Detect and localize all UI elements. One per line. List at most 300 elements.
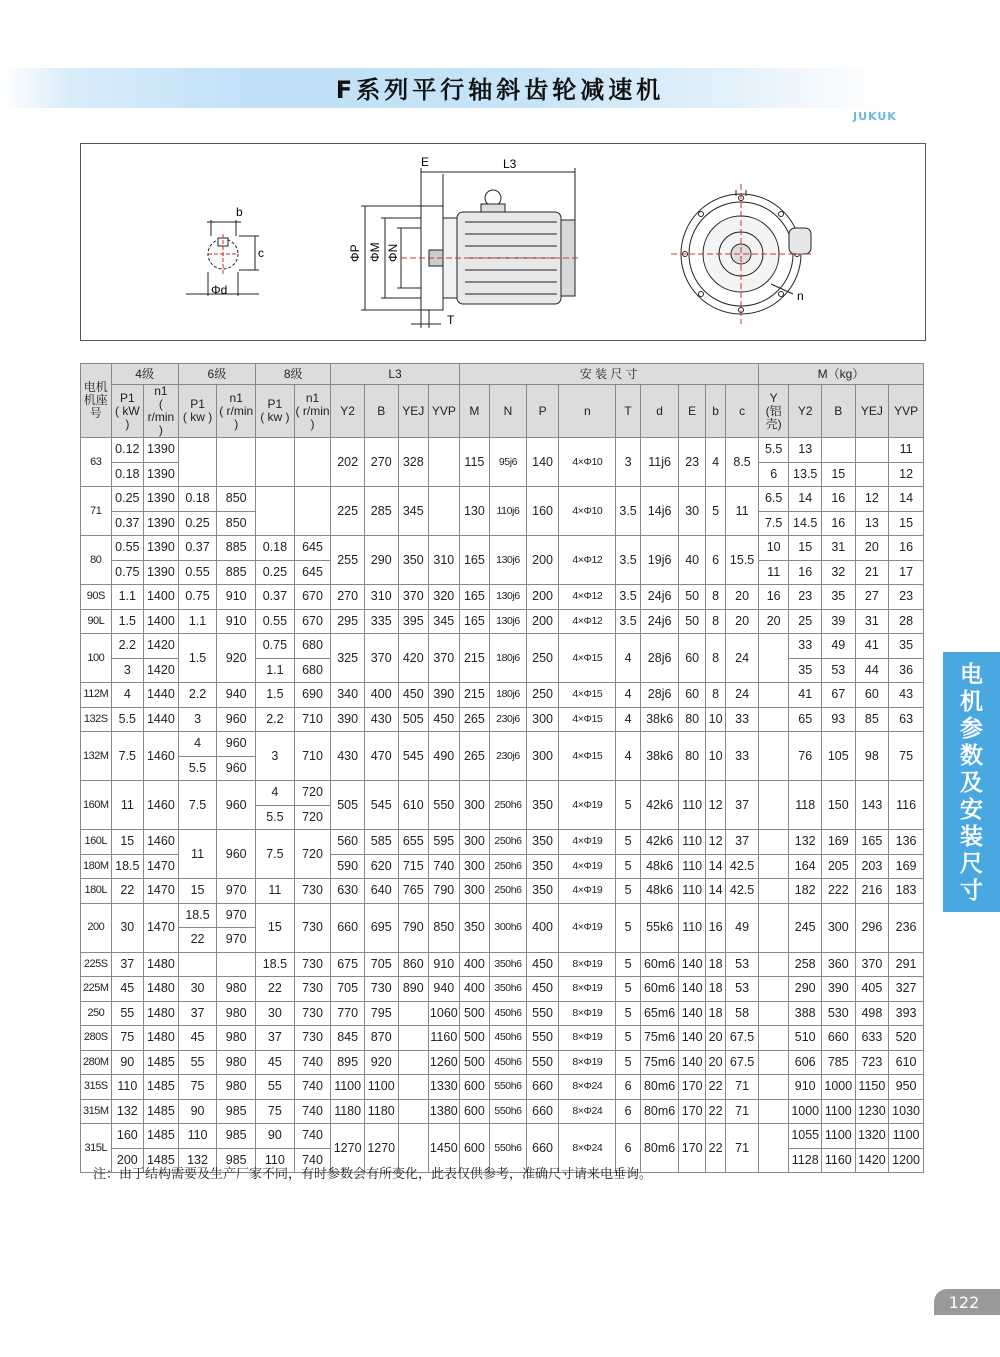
table-cell: 4×Φ19 [559, 879, 616, 904]
table-cell: 350h6 [490, 977, 527, 1002]
table-cell: 980 [217, 1050, 256, 1075]
table-cell: 470 [364, 732, 398, 781]
frame-cell: 315L [81, 1124, 112, 1173]
table-cell: 388 [789, 1001, 822, 1026]
table-cell: 169 [822, 830, 856, 855]
table-cell: 250h6 [490, 879, 527, 904]
brand-subtitle: JUKUK [853, 110, 897, 123]
table-cell: 730 [294, 952, 331, 977]
table-cell: 16 [822, 487, 856, 512]
table-cell: 140 [526, 438, 559, 487]
table-cell: 350 [526, 830, 559, 855]
hdr-l3-y2: Y2 [331, 385, 365, 438]
table-cell: 80 [679, 707, 705, 732]
table-cell: 0.25 [178, 511, 217, 536]
table-cell: 18 [705, 977, 725, 1002]
table-cell: 5.5 [178, 756, 217, 781]
table-cell [217, 438, 256, 487]
table-cell: 1100 [822, 1124, 856, 1149]
hdr-w-y2: Y2 [789, 385, 822, 438]
table-cell: 690 [294, 683, 331, 708]
table-cell: 110 [178, 1124, 217, 1149]
table-cell: 740 [294, 1075, 331, 1100]
table-cell: 80m6 [640, 1124, 679, 1173]
table-cell: 42.5 [726, 879, 759, 904]
table-cell: 300 [459, 854, 490, 879]
table-cell: 1440 [144, 707, 179, 732]
table-cell: 20 [705, 1050, 725, 1075]
frame-cell: 225S [81, 952, 112, 977]
table-cell: 10 [705, 732, 725, 781]
table-cell: 300 [526, 732, 559, 781]
table-cell: 850 [429, 903, 460, 952]
table-cell: 50 [679, 609, 705, 634]
frame-cell: 71 [81, 487, 112, 536]
table-cell: 2.2 [178, 683, 217, 708]
table-cell: 0.55 [111, 536, 144, 561]
label-n: n [797, 289, 804, 303]
table-cell: 19j6 [640, 536, 679, 585]
table-cell: 130 [459, 487, 490, 536]
table-cell: 0.25 [256, 560, 295, 585]
table-cell [758, 683, 789, 708]
table-cell: 450 [526, 952, 559, 977]
table-cell: 1200 [889, 1148, 924, 1173]
table-cell: 310 [429, 536, 460, 585]
table-row [81, 438, 924, 463]
table-cell: 8 [705, 634, 725, 683]
table-cell [758, 1001, 789, 1026]
table-cell: 143 [855, 781, 889, 830]
table-cell: 720 [294, 805, 331, 830]
table-cell [429, 438, 460, 487]
label-T: T [447, 313, 455, 327]
table-cell: 41 [789, 683, 822, 708]
frame-cell: 280M [81, 1050, 112, 1075]
table-cell: 730 [294, 1026, 331, 1051]
table-cell: 45 [178, 1026, 217, 1051]
table-cell: 400 [526, 903, 559, 952]
table-cell: 30 [111, 903, 144, 952]
table-cell: 11 [889, 438, 924, 463]
table-cell: 795 [364, 1001, 398, 1026]
table-row [81, 1075, 924, 1100]
table-cell: 60 [679, 634, 705, 683]
table-cell: 33 [726, 732, 759, 781]
table-cell: 4×Φ19 [559, 781, 616, 830]
table-cell [758, 903, 789, 952]
table-cell: 1390 [144, 560, 179, 585]
table-cell: 5 [616, 854, 640, 879]
table-cell: 80 [679, 732, 705, 781]
table-cell: 14 [705, 879, 725, 904]
table-cell: 80m6 [640, 1075, 679, 1100]
table-cell [178, 952, 217, 977]
table-cell: 340 [331, 683, 365, 708]
table-cell: 4×Φ12 [559, 609, 616, 634]
table-cell: 6.5 [758, 487, 789, 512]
table-cell: 14j6 [640, 487, 679, 536]
table-cell: 606 [789, 1050, 822, 1075]
table-cell: 14 [789, 487, 822, 512]
side-tab-label: 电 机 参 数 及 安 装 尺 寸 [960, 662, 983, 904]
table-cell: 5 [616, 830, 640, 855]
table-cell: 45 [111, 977, 144, 1002]
table-cell: 3.5 [616, 609, 640, 634]
table-cell: 0.75 [256, 634, 295, 659]
table-cell: 12 [855, 487, 889, 512]
frame-cell: 90L [81, 609, 112, 634]
table-cell: 12 [705, 830, 725, 855]
table-cell: 270 [364, 438, 398, 487]
table-cell: 222 [822, 879, 856, 904]
table-cell: 160 [526, 487, 559, 536]
table-cell: 1390 [144, 536, 179, 561]
table-cell: 10 [758, 536, 789, 561]
table-cell: 1320 [855, 1124, 889, 1149]
table-cell: 3 [111, 658, 144, 683]
table-cell: 405 [855, 977, 889, 1002]
table-cell: 0.25 [111, 487, 144, 512]
table-cell: 132 [111, 1099, 144, 1124]
table-cell: 300 [459, 781, 490, 830]
table-cell: 550h6 [490, 1124, 527, 1173]
motor-drawings [81, 144, 925, 340]
table-cell: 960 [217, 781, 256, 830]
table-cell: 60m6 [640, 977, 679, 1002]
table-cell: 290 [364, 536, 398, 585]
hdr-p1-4: P1 ( kW ) [111, 385, 144, 438]
table-cell: 202 [331, 438, 365, 487]
table-cell: 645 [294, 536, 331, 561]
table-cell: 43 [889, 683, 924, 708]
table-cell [822, 438, 856, 463]
table-cell: 5 [616, 781, 640, 830]
table-cell: 600 [459, 1075, 490, 1100]
table-cell: 1.5 [178, 634, 217, 683]
frame-cell: 225M [81, 977, 112, 1002]
hdr-c: c [726, 385, 759, 438]
table-cell: 13.5 [789, 462, 822, 487]
table-cell: 600 [459, 1099, 490, 1124]
table-cell: 8.5 [726, 438, 759, 487]
table-cell: 15 [889, 511, 924, 536]
table-cell: 200 [111, 1148, 144, 1173]
table-cell: 4×Φ10 [559, 487, 616, 536]
table-cell: 310 [364, 585, 398, 610]
table-cell: 675 [331, 952, 365, 977]
table-cell: 850 [217, 487, 256, 512]
table-cell: 6 [758, 462, 789, 487]
table-cell: 350 [526, 854, 559, 879]
table-cell: 15.5 [726, 536, 759, 585]
table-cell: 13 [855, 511, 889, 536]
table-cell: 765 [398, 879, 429, 904]
hdr-l3: L3 [331, 364, 459, 385]
table-cell: 110 [679, 903, 705, 952]
table-cell: 110 [256, 1148, 295, 1173]
table-cell: 140 [679, 1050, 705, 1075]
table-cell: 165 [459, 609, 490, 634]
table-cell: 660 [526, 1099, 559, 1124]
table-cell: 130j6 [490, 536, 527, 585]
table-cell: 85 [855, 707, 889, 732]
table-cell: 1420 [144, 634, 179, 659]
table-cell: 1480 [144, 1026, 179, 1051]
table-cell: 350h6 [490, 952, 527, 977]
table-cell: 1460 [144, 781, 179, 830]
table-cell: 48k6 [640, 854, 679, 879]
table-cell: 885 [217, 560, 256, 585]
table-cell: 28 [889, 609, 924, 634]
table-cell: 910 [429, 952, 460, 977]
table-cell: 505 [398, 707, 429, 732]
table-cell [178, 438, 217, 487]
frame-cell: 280S [81, 1026, 112, 1051]
table-cell: 110 [679, 854, 705, 879]
page-number: 122 [948, 1293, 980, 1312]
frame-cell: 250 [81, 1001, 112, 1026]
table-cell: 24 [726, 683, 759, 708]
table-cell: 60 [679, 683, 705, 708]
table-cell: 48k6 [640, 879, 679, 904]
table-cell: 6 [705, 536, 725, 585]
table-cell [758, 1050, 789, 1075]
table-cell: 12 [889, 462, 924, 487]
table-cell: 1270 [364, 1124, 398, 1173]
table-row [81, 1001, 924, 1026]
table-cell [758, 1124, 789, 1173]
table-cell: 3.5 [616, 536, 640, 585]
table-cell: 5 [616, 1026, 640, 1051]
table-cell: 970 [217, 928, 256, 953]
table-cell: 4×Φ19 [559, 830, 616, 855]
hdr-n: N [490, 385, 527, 438]
table-cell: 320 [429, 585, 460, 610]
flange-end-view [671, 184, 811, 324]
hdr-e: E [679, 385, 705, 438]
frame-cell: 180M [81, 854, 112, 879]
table-cell: 4 [178, 732, 217, 757]
table-cell: 0.18 [111, 462, 144, 487]
table-cell [758, 781, 789, 830]
table-cell: 1470 [144, 903, 179, 952]
table-cell: 720 [294, 781, 331, 806]
table-cell: 0.18 [178, 487, 217, 512]
table-cell: 4 [616, 707, 640, 732]
table-cell: 24j6 [640, 585, 679, 610]
table-cell: 55 [178, 1050, 217, 1075]
table-cell: 36 [889, 658, 924, 683]
table-cell: 3.5 [616, 585, 640, 610]
hdr-p: P [526, 385, 559, 438]
table-cell: 980 [217, 977, 256, 1002]
table-cell: 8 [705, 683, 725, 708]
table-cell: 660 [822, 1026, 856, 1051]
table-cell: 420 [398, 634, 429, 683]
table-cell [758, 634, 789, 683]
table-cell: 10 [705, 707, 725, 732]
table-cell: 1400 [144, 609, 179, 634]
table-cell: 350 [526, 879, 559, 904]
table-cell: 550 [526, 1001, 559, 1026]
dimension-diagram [80, 143, 926, 341]
table-cell: 770 [331, 1001, 365, 1026]
page-title: F系列平行轴斜齿轮减速机 [335, 76, 665, 104]
table-cell: 250h6 [490, 781, 527, 830]
table-cell: 165 [855, 830, 889, 855]
table-cell: 610 [889, 1050, 924, 1075]
hdr-pole6: 6级 [178, 364, 255, 385]
table-cell: 1470 [144, 854, 179, 879]
table-cell: 250 [526, 634, 559, 683]
table-cell: 500 [459, 1026, 490, 1051]
frame-cell: 90S [81, 585, 112, 610]
table-cell: 75 [889, 732, 924, 781]
hdr-p1-8: P1 ( kw ) [256, 385, 295, 438]
table-cell [855, 438, 889, 463]
table-cell: 63 [889, 707, 924, 732]
table-cell: 1330 [429, 1075, 460, 1100]
table-cell: 910 [217, 585, 256, 610]
table-cell: 300 [526, 707, 559, 732]
table-cell: 32 [822, 560, 856, 585]
table-cell: 8×Φ24 [559, 1099, 616, 1124]
table-cell: 65m6 [640, 1001, 679, 1026]
table-cell: 1390 [144, 438, 179, 463]
table-cell: 985 [217, 1148, 256, 1173]
table-cell: 1060 [429, 1001, 460, 1026]
table-cell: 1150 [855, 1075, 889, 1100]
hdr-weight: M（kg） [758, 364, 923, 385]
table-cell: 116 [889, 781, 924, 830]
table-cell: 75m6 [640, 1050, 679, 1075]
table-cell: 5 [616, 952, 640, 977]
table-cell: 640 [364, 879, 398, 904]
table-cell: 5 [705, 487, 725, 536]
table-cell [758, 1075, 789, 1100]
table-cell: 790 [429, 879, 460, 904]
table-cell: 630 [331, 879, 365, 904]
table-cell: 28j6 [640, 683, 679, 708]
table-cell: 1.5 [256, 683, 295, 708]
table-cell: 23 [679, 438, 705, 487]
table-cell [758, 830, 789, 855]
table-cell: 14.5 [789, 511, 822, 536]
hdr-holes: n [559, 385, 616, 438]
table-cell: 720 [294, 830, 331, 879]
table-cell: 22 [256, 977, 295, 1002]
table-cell: 1180 [364, 1099, 398, 1124]
table-cell: 115 [459, 438, 490, 487]
table-cell: 14 [705, 854, 725, 879]
frame-cell: 63 [81, 438, 112, 487]
table-cell: 31 [855, 609, 889, 634]
table-cell: 258 [789, 952, 822, 977]
table-cell: 1.1 [178, 609, 217, 634]
table-cell: 0.37 [111, 511, 144, 536]
table-cell: 71 [726, 1075, 759, 1100]
table-cell: 11 [256, 879, 295, 904]
table-cell: 230j6 [490, 707, 527, 732]
table-cell: 545 [364, 781, 398, 830]
table-row [81, 585, 924, 610]
table-cell: 12 [705, 781, 725, 830]
table-cell: 7.5 [111, 732, 144, 781]
table-cell: 110 [111, 1075, 144, 1100]
table-cell: 1.5 [111, 609, 144, 634]
hdr-install: 安 装 尺 寸 [459, 364, 758, 385]
table-cell: 22 [178, 928, 217, 953]
table-cell: 18.5 [178, 903, 217, 928]
table-cell: 5 [616, 879, 640, 904]
table-cell: 370 [398, 585, 429, 610]
table-cell: 1055 [789, 1124, 822, 1149]
table-cell: 20 [726, 585, 759, 610]
table-cell: 3 [178, 707, 217, 732]
table-cell: 5 [616, 1001, 640, 1026]
table-cell [758, 854, 789, 879]
table-cell: 360 [822, 952, 856, 977]
table-cell: 23 [789, 585, 822, 610]
table-cell: 8×Φ24 [559, 1075, 616, 1100]
table-cell: 37 [111, 952, 144, 977]
table-cell: 660 [331, 903, 365, 952]
hdr-l3-yej: YEJ [398, 385, 429, 438]
table-cell: 236 [889, 903, 924, 952]
table-cell: 710 [294, 732, 331, 781]
table-cell: 170 [679, 1124, 705, 1173]
table-cell: 4×Φ19 [559, 854, 616, 879]
table-cell: 11 [178, 830, 217, 879]
table-cell: 1390 [144, 487, 179, 512]
table-cell: 0.37 [178, 536, 217, 561]
table-cell: 75m6 [640, 1026, 679, 1051]
table-cell: 5.5 [111, 707, 144, 732]
table-cell: 18 [705, 952, 725, 977]
hdr-n1-6: n1 ( r/min ) [217, 385, 256, 438]
table-cell: 4×Φ15 [559, 707, 616, 732]
table-cell: 18.5 [256, 952, 295, 977]
table-cell: 6 [616, 1099, 640, 1124]
table-cell: 37 [726, 781, 759, 830]
frame-cell: 160M [81, 781, 112, 830]
table-cell: 633 [855, 1026, 889, 1051]
table-cell: 60 [855, 683, 889, 708]
spec-table-body [81, 438, 924, 1173]
table-cell: 22 [111, 879, 144, 904]
table-cell: 370 [364, 634, 398, 683]
table-cell: 53 [822, 658, 856, 683]
table-cell: 790 [398, 903, 429, 952]
table-cell: 110 [679, 781, 705, 830]
table-cell: 20 [705, 1026, 725, 1051]
table-cell: 44 [855, 658, 889, 683]
table-cell: 105 [822, 732, 856, 781]
table-cell: 118 [789, 781, 822, 830]
table-cell: 1470 [144, 879, 179, 904]
table-cell: 740 [294, 1148, 331, 1173]
table-cell: 16 [758, 585, 789, 610]
table-cell: 390 [822, 977, 856, 1002]
table-cell: 67 [822, 683, 856, 708]
table-cell: 660 [526, 1075, 559, 1100]
table-cell: 1160 [429, 1026, 460, 1051]
table-cell: 450h6 [490, 1001, 527, 1026]
table-cell: 265 [459, 732, 490, 781]
table-cell: 890 [398, 977, 429, 1002]
table-cell: 1485 [144, 1099, 179, 1124]
